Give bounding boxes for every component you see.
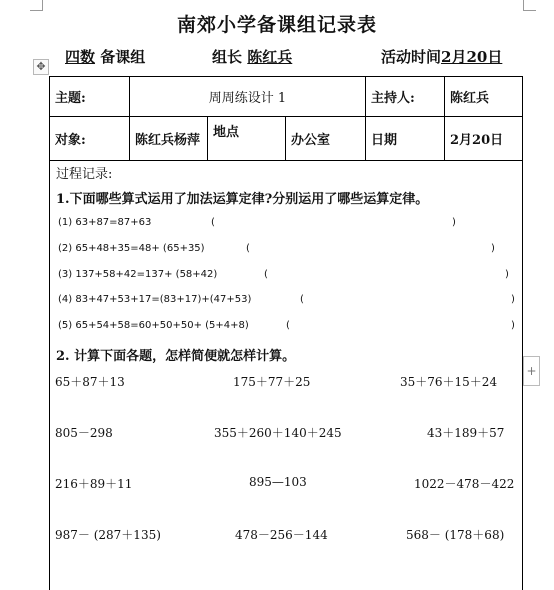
date-label: 日期 [366,117,445,161]
header-table [49,76,523,161]
calc-item: 175＋77＋25 [233,375,311,389]
calc-item: 35＋76＋15＋24 [400,375,498,389]
q1-item-expr: (5) 65+54+58=60+50+50+ (5+4+8) [58,320,249,331]
leader-info [212,46,292,67]
q1-item-close: ) [511,294,515,305]
host-label: 主持人: [366,77,445,117]
table-row-target [50,117,523,161]
calc-item: 43＋189＋57 [427,426,505,440]
group-info [65,46,145,67]
group-suffix: 备课组 [100,48,146,66]
q1-item-close: ) [505,269,509,280]
process-record-box [49,160,523,590]
calc-item: 216＋89＋11 [55,477,133,491]
leader-name: 陈红兵 [247,48,293,66]
q1-item-open: ( [300,294,304,305]
calc-item: 568－ (178＋68) [406,528,505,542]
document-title: 南郊小学备课组记录表 [176,14,377,36]
calc-item: 355＋260＋140＋245 [214,426,342,440]
group-subject: 四数 [65,48,96,66]
q1-item-expr: (4) 83+47+53+17=(83+17)+(47+53) [58,294,252,305]
table-move-handle-icon[interactable]: ✥ [33,59,49,75]
time-value: 2月20日 [441,48,503,66]
q1-item-expr: (2) 65+48+35=48+ (65+35) [58,243,205,254]
target-value: 陈红兵杨萍 [130,117,208,161]
target-label: 对象: [50,117,130,161]
add-row-icon[interactable]: + [523,356,540,386]
calc-item: 805－298 [55,426,113,440]
q1-item-expr: (3) 137+58+42=137+ (58+42) [58,269,218,280]
q1-item-open: ( [246,243,250,254]
host-value: 陈红兵 [445,77,523,117]
topic-label: 主题: [50,77,130,117]
date-value: 2月20日 [445,117,523,161]
calc-item: 65＋87＋13 [55,375,125,389]
calc-item: 1022－478－422 [414,477,515,491]
calc-item: 478－256－144 [235,528,328,542]
question-1-title: 1.下面哪些算式运用了加法运算定律?分别运用了哪些运算定律。 [56,192,429,207]
topic-value: 周周练设计 1 [130,77,366,117]
question-2-title: 2. 计算下面各题，怎样简便就怎样计算。 [56,349,296,364]
leader-label: 组长 [212,48,243,66]
q1-item-close: ) [452,217,456,228]
calc-item: 987－ (287＋135) [55,528,161,542]
calc-item: 895—103 [249,475,307,489]
q1-item-open: ( [286,320,290,331]
q1-item-close: ) [491,243,495,254]
q1-item-expr: (1) 63+87=87+63 [58,217,152,228]
table-row-topic [50,77,523,117]
q1-item-open: ( [264,269,268,280]
record-label: 过程记录: [56,167,113,182]
place-label: 地点 [208,117,286,161]
q1-item-close: ) [511,320,515,331]
time-info [381,46,502,67]
q1-item-open: ( [211,217,215,228]
time-label: 活动时间 [381,48,442,66]
place-value: 办公室 [286,117,366,161]
